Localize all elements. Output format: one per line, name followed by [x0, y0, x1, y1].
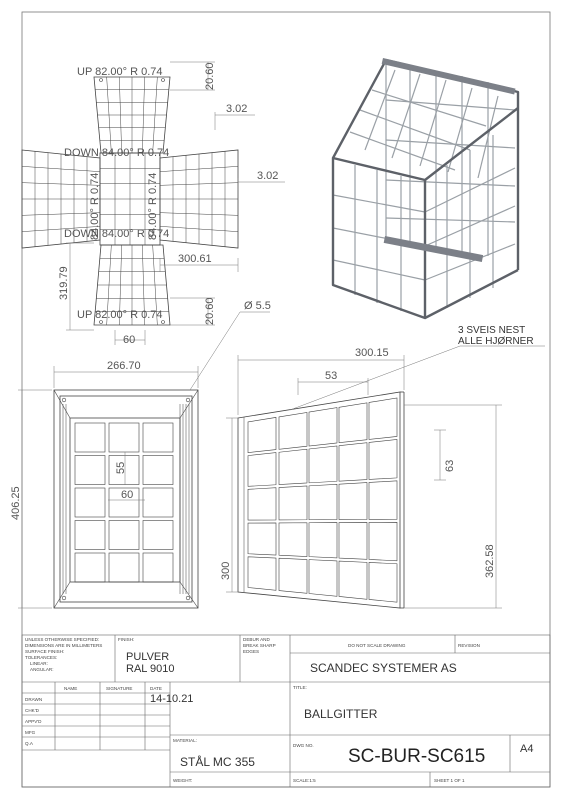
grid-cell — [248, 557, 276, 590]
iso-frame — [333, 60, 518, 318]
grid-cell — [309, 560, 337, 597]
grid-cell — [309, 446, 337, 483]
grid-cell — [75, 553, 105, 582]
grid-cell — [369, 398, 397, 439]
grid-cell — [248, 417, 276, 452]
row-apprvd: APPV'D — [25, 719, 42, 724]
sheet-label: SHEET 1 OF 1 — [434, 778, 465, 783]
grid-cell — [309, 523, 337, 558]
signature-table — [22, 693, 170, 750]
grid-cell — [339, 522, 367, 559]
side-dim-63: 63 — [444, 459, 456, 472]
grid-cell — [109, 521, 139, 550]
grid-cell — [143, 423, 173, 452]
grid-cell — [75, 488, 105, 517]
title-block-text — [25, 637, 533, 783]
grid-cell — [279, 558, 307, 593]
grid-cell — [339, 403, 367, 443]
dim-60-flat: 60 — [123, 334, 136, 346]
grid-cell — [309, 408, 337, 446]
weld-note-line1: 3 SVEIS NEST — [458, 325, 526, 336]
side-dim-width: 300.15 — [355, 347, 389, 359]
side-dim-362-58: 362.58 — [484, 544, 496, 578]
grid-cell — [279, 523, 307, 557]
bend-down-2: DOWN 84.00° R 0.74 — [64, 228, 170, 240]
dwg-no-label: DWG NO. — [293, 743, 314, 748]
col-signature: SIGNATURE — [106, 686, 133, 691]
side-outline — [238, 392, 400, 608]
tolerance-line-3: SURFACE FINISH: — [25, 649, 65, 654]
bend-up-bottom: UP 82.00° R 0.74 — [77, 309, 163, 321]
grid-cell — [339, 443, 367, 481]
dim-3-02-b: 3.02 — [257, 170, 279, 182]
sheet-size: A4 — [520, 743, 534, 755]
right-flap-grid — [160, 151, 238, 246]
grid-cell — [369, 481, 397, 520]
bend-vertical-right: 84.00° R 0.74 — [147, 172, 159, 240]
iso-bottom-bracket — [384, 236, 483, 262]
tolerance-line-1: UNLESS OTHERWISE SPECIFIED: — [25, 637, 100, 642]
scale-label: SCALE:1:5 — [293, 778, 316, 783]
grid-cell — [248, 453, 276, 487]
hole-callout: Ø 5.5 — [244, 300, 271, 312]
front-dim-60: 60 — [121, 489, 134, 501]
row-chkd: CHK'D — [25, 708, 39, 713]
row-drawn: DRAWN — [25, 697, 43, 702]
side-dim-300: 300 — [220, 561, 232, 580]
side-grid-cells — [248, 398, 397, 602]
bend-down-1: DOWN 84.00° R 0.74 — [64, 147, 170, 159]
grid-cell — [279, 486, 307, 520]
col-date: DATE — [150, 686, 162, 691]
revision-label: REVISION — [458, 643, 480, 648]
grid-cell — [339, 483, 367, 520]
tolerance-line-5: LINEAR: — [30, 661, 48, 666]
grid-cell — [143, 488, 173, 517]
tolerance-line-2: DIMENSIONS ARE IN MILLIMETERS — [25, 643, 103, 648]
finish-value-2: RAL 9010 — [126, 663, 175, 675]
drawn-date: 14-10.21 — [150, 693, 194, 705]
iso-top-bracket — [382, 58, 516, 94]
drawing-title: BALLGITTER — [304, 707, 378, 721]
tolerance-line-6: ANGULAR: — [30, 667, 54, 672]
finish-label: FINISH: — [118, 637, 135, 642]
deburr-line-2: BREAK SHARP — [243, 643, 276, 648]
grid-cell — [339, 561, 367, 599]
sheet-border — [22, 12, 550, 787]
front-dim-width: 266.70 — [107, 360, 141, 372]
grid-cell — [75, 456, 105, 485]
grid-cell — [248, 488, 276, 520]
grid-cell — [369, 439, 397, 479]
top-flap-grid — [95, 77, 169, 153]
dim-top-flange: 20.60 — [204, 62, 216, 90]
side-dim-53: 53 — [325, 370, 338, 382]
grid-cell — [309, 484, 337, 519]
grid-cell — [369, 562, 397, 602]
finish-value-1: PULVER — [126, 651, 170, 663]
tolerance-line-4: TOLERANCES: — [25, 655, 58, 660]
bend-up-top: UP 82.00° R 0.74 — [77, 66, 163, 78]
weight-label: WEIGHT: — [173, 778, 193, 783]
dim-3-02-a: 3.02 — [226, 103, 248, 115]
grid-cell — [248, 523, 276, 555]
drawing-number: SC-BUR-SC615 — [348, 746, 486, 767]
row-mfg: MFG — [25, 730, 36, 735]
isometric-view — [333, 58, 518, 318]
do-not-scale: DO NOT SCALE DRAWING — [348, 643, 406, 648]
grid-cell — [109, 423, 139, 452]
grid-cell — [279, 449, 307, 484]
dim-bottom-flange: 20.60 — [204, 297, 216, 325]
title-label: TITLE: — [293, 685, 307, 690]
side-view — [226, 346, 545, 608]
grid-cell — [369, 522, 397, 560]
dim-319-79: 319.79 — [58, 266, 70, 300]
grid-cell — [143, 521, 173, 550]
front-dim-height: 406.25 — [10, 486, 22, 520]
front-grid-cells — [75, 423, 173, 582]
grid-cell — [143, 553, 173, 582]
material-value: STÅL MC 355 — [180, 755, 255, 769]
grid-cell — [143, 456, 173, 485]
company-name: SCANDEC SYSTEMER AS — [310, 661, 457, 675]
grid-cell — [75, 521, 105, 550]
grid-cell — [75, 423, 105, 452]
grid-cell — [279, 412, 307, 449]
grid-cell — [109, 553, 139, 582]
material-label: MATERIAL: — [173, 738, 197, 743]
col-name: NAME — [64, 686, 78, 691]
bend-vertical-left: 84.00° R 0.74 — [89, 172, 101, 240]
weld-note-line2: ALLE HJØRNER — [458, 336, 534, 347]
deburr-line-1: DEBUR AND — [243, 637, 270, 642]
deburr-line-3: EDGES — [243, 649, 260, 654]
dim-300-61: 300.61 — [178, 253, 212, 265]
side-view-labels — [220, 325, 534, 580]
row-qa: Q.A — [25, 741, 33, 746]
front-dim-55: 55 — [115, 461, 127, 474]
